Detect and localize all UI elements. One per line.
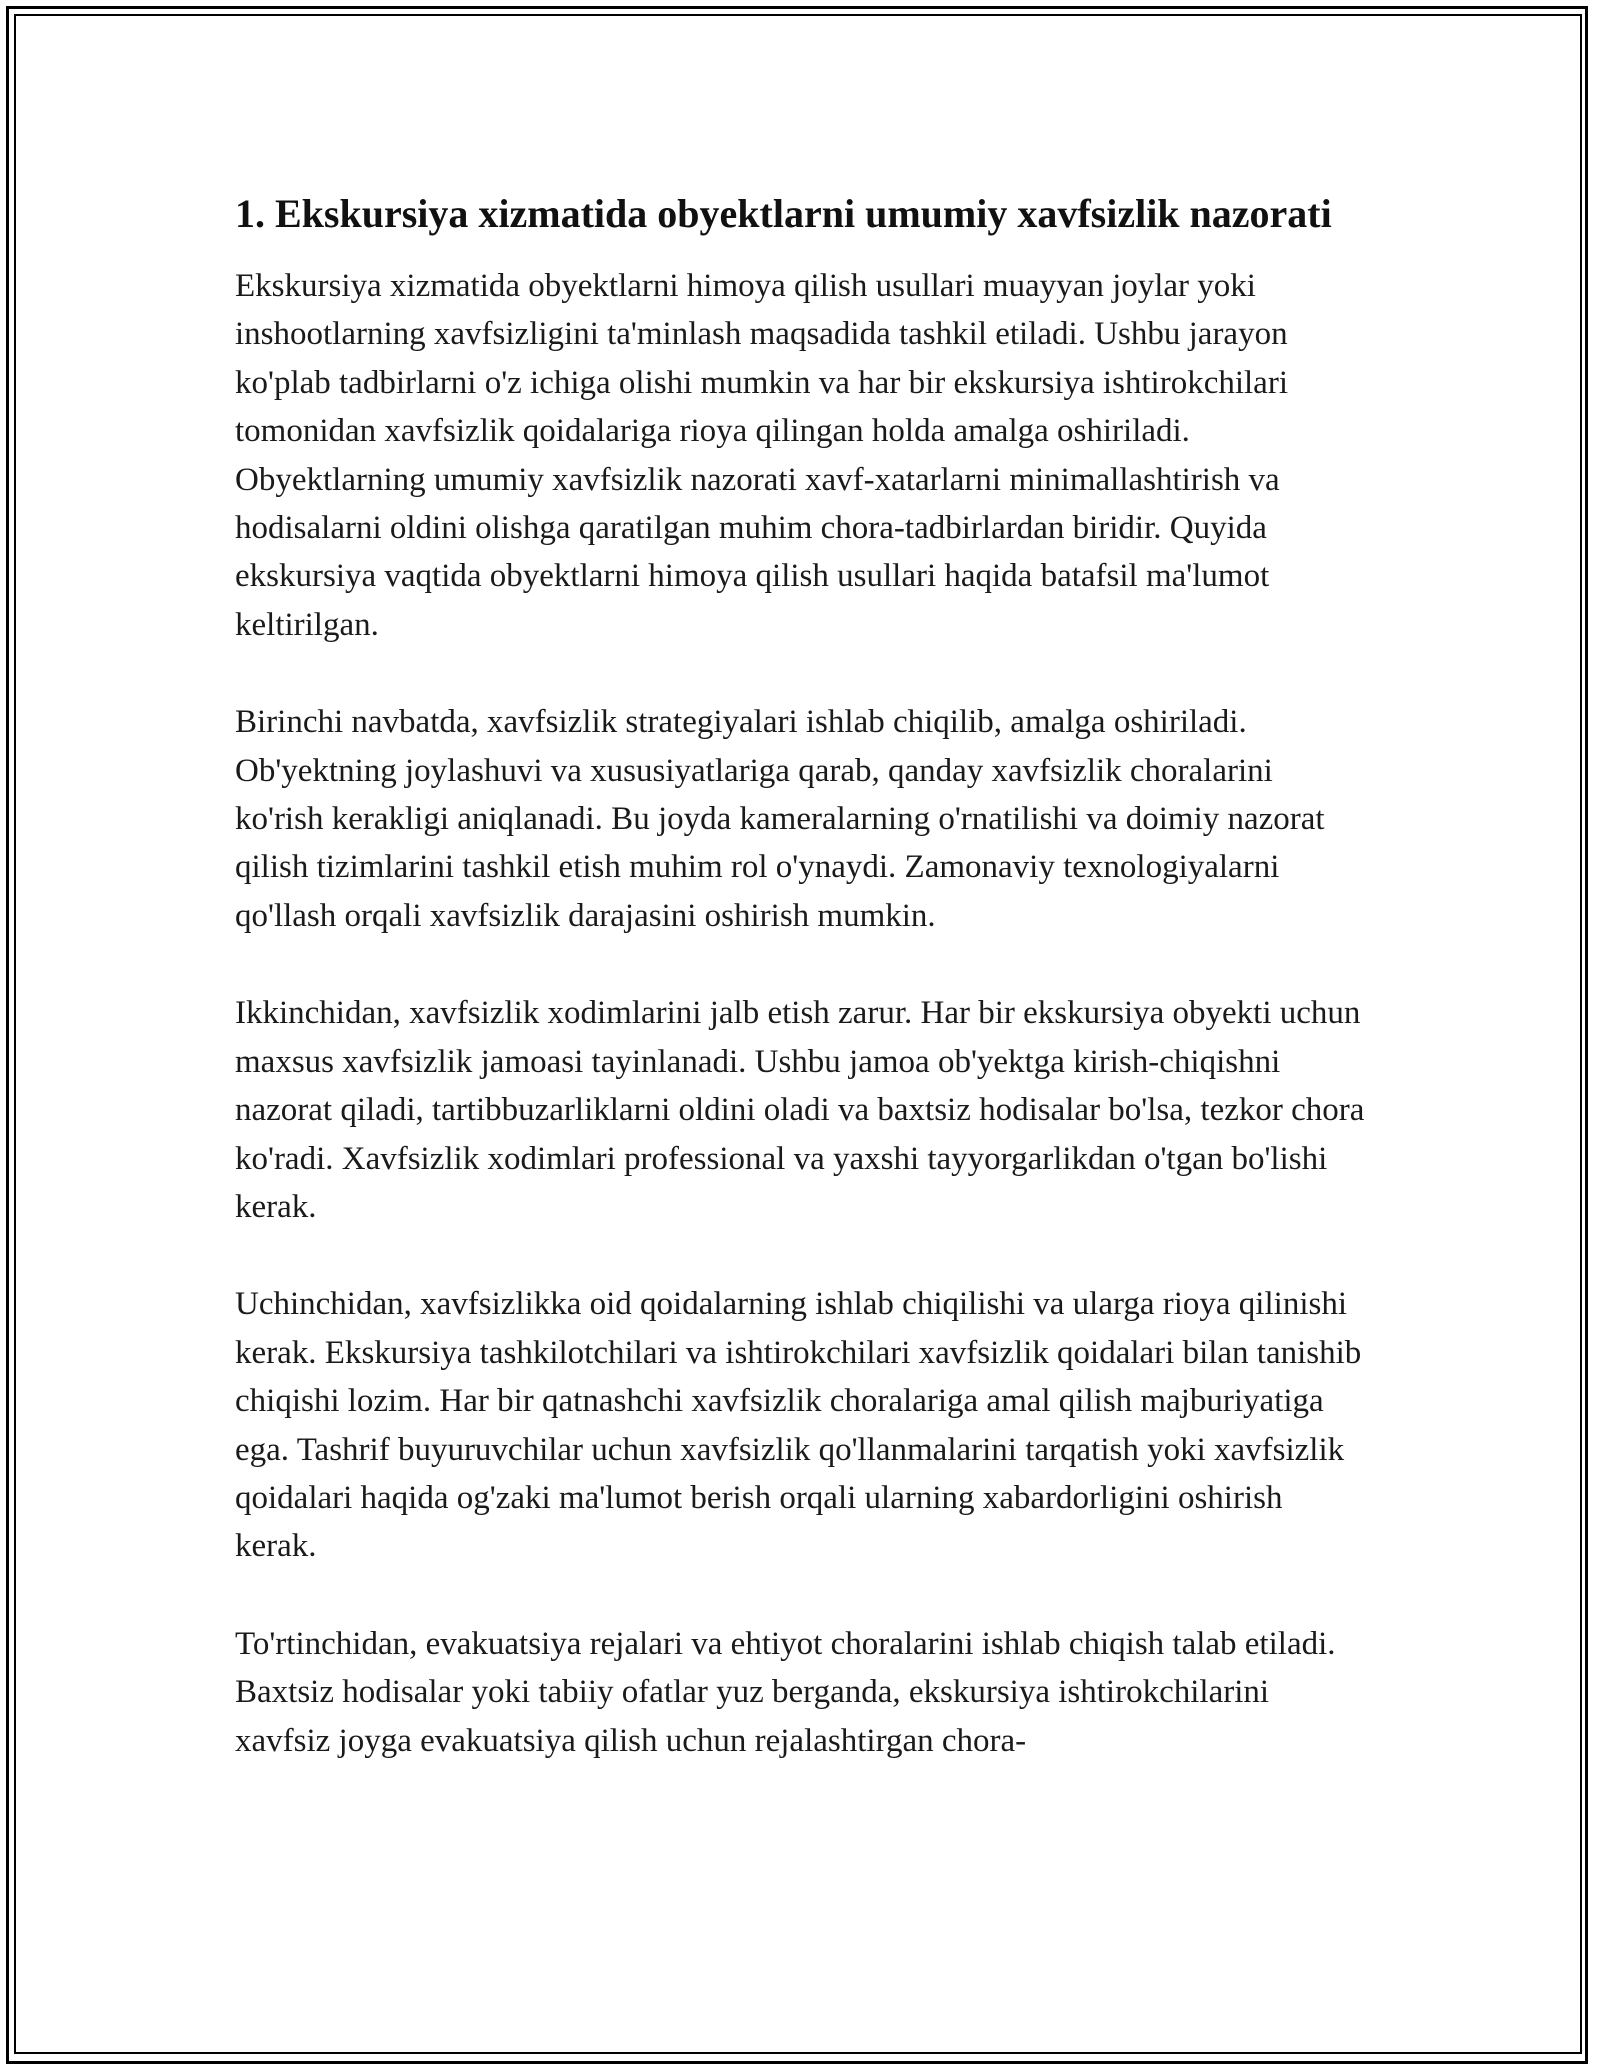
paragraph-intro: Ekskursiya xizmatida obyektlarni himoya qilish usullari muayyan joylar yoki inshootlarning xavfsizligini ta'minlash maqsadida tashkil etiladi. Ushbu jarayon ko'plab tadbirlarni o'z ichiga olishi mumkin va har bir ekskursiya ishtirokchilari tomonidan xavfsizlik qoidalariga rioya qilingan holda amalga oshiriladi. Obyektlarning umumiy xavfsizlik nazorati xavf-xatarlarni minimallashtirish va hodisalarni oldini olishga qaratilgan muhim chora-tadbirlardan biridir. Quyida ekskursiya vaqtida obyektlarni himoya qilish usullari haqida batafsil ma'lumot keltirilgan. xyxy=(235,268,1288,643)
paragraph-second: Ikkinchidan, xavfsizlik xodimlarini jalb etish zarur. Har bir ekskursiya obyekti uchun maxsus xavfsizlik jamoasi tayinlanadi. Ushbu jamoa ob'yektga kirish-chiqishni nazorat qiladi, tartibbuzarliklarni oldini oladi va baxtsiz hodisalar bo'lsa, tezkor chora ko'radi. Xavfsizlik xodimlari professional va yaxshi tayyorgarlikdan o'tgan bo'lishi kerak. xyxy=(235,995,1365,1225)
paragraph-fourth: To'rtinchidan, evakuatsiya rejalari va ehtiyot choralarini ishlab chiqish talab etiladi. Baxtsiz hodisalar yoki tabiiy ofatlar yuz berganda, ekskursiya ishtirokchilarini xavfsiz joyga evakuatsiya qilish uchun rejalashtirgan chora- xyxy=(235,1625,1336,1759)
section-heading: 1. Ekskursiya xizmatida obyektlarni umumiy xavfsizlik nazorati xyxy=(235,191,1332,236)
paragraph-first: Birinchi navbatda, xavfsizlik strategiyalari ishlab chiqilib, amalga oshiriladi. Ob'yektning joylashuvi va xususiyatlariga qarab, qanday xavfsizlik choralarini ko'rish kerakligi aniqlanadi. Bu joyda kameralarning o'rnatilishi va doimiy nazorat qilish tizimlarini tashkil etish muhim rol o'ynaydi. Zamonaviy texnologiyalarni qo'llash orqali xavfsizlik darajasini oshirish mumkin. xyxy=(235,704,1325,934)
document-page xyxy=(235,186,1367,1814)
paragraph-third: Uchinchidan, xavfsizlikka oid qoidalarning ishlab chiqilishi va ularga rioya qilinishi kerak. Ekskursiya tashkilotchilari va ishtirokchilari xavfsizlik qoidalari bilan tanishib chiqishi lozim. Har bir qatnashchi xavfsizlik choralariga amal qilish majburiyatiga ega. Tashrif buyuruvchilar uchun xavfsizlik qo'llanmalarini tarqatish yoki xavfsizlik qoidalari haqida og'zaki ma'lumot berish orqali ularning xabardorligini oshirish kerak. xyxy=(235,1286,1362,1565)
